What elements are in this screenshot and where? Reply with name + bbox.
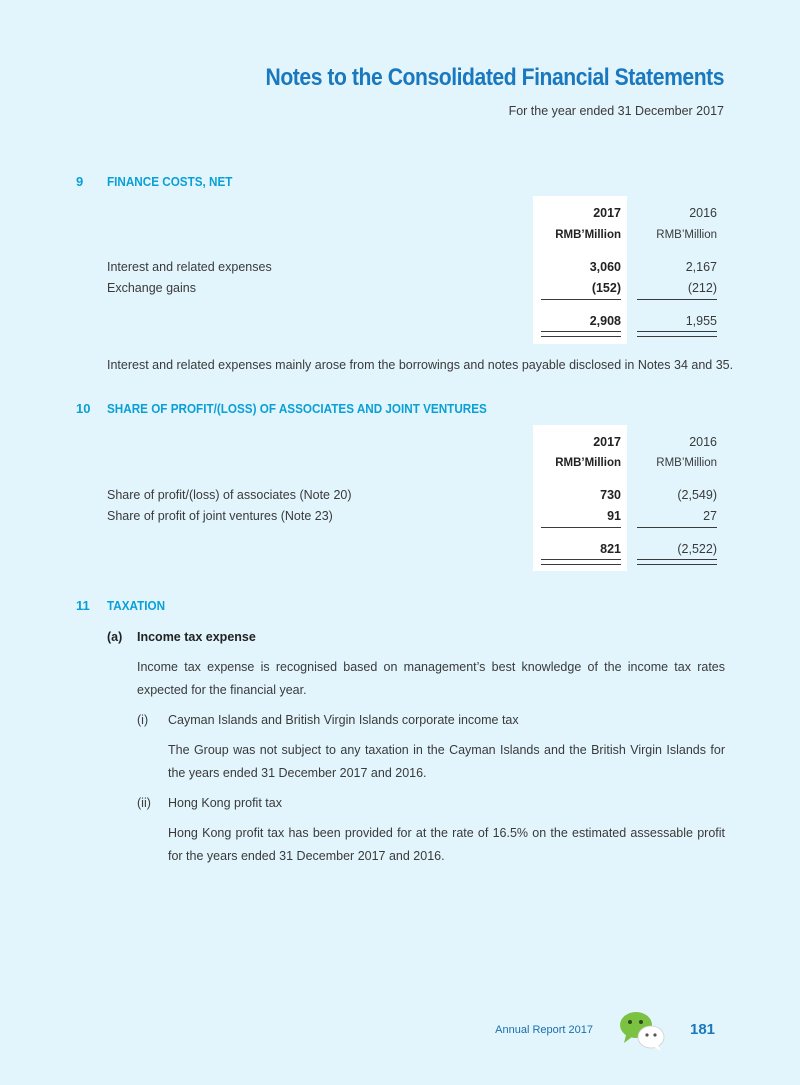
subtotal-rule-2017 [541, 527, 621, 528]
total-double-rule-2016 [637, 331, 717, 337]
total-double-rule-2017 [541, 559, 621, 565]
item-ii-title: Hong Kong profit tax [168, 796, 282, 810]
section-9-row-label: Exchange gains [107, 281, 196, 295]
section-10-total-2017: 821 [600, 542, 621, 556]
section-10-row-value-2016: 27 [703, 509, 717, 523]
section-10-total-2016: (2,522) [677, 542, 717, 556]
section-9-note: Interest and related expenses mainly arose from the borrowings and notes payable disclosed in Notes 34 and 35. [107, 358, 734, 372]
section-10-col1-unit: RMB’Million [555, 457, 621, 469]
section-10-col1-year: 2017 [593, 435, 621, 449]
section-9-row-label: Interest and related expenses [107, 260, 272, 274]
item-i-text: The Group was not subject to any taxation in the Cayman Islands and the British Virgin Islands for the years ended 31 December 2017 and 2016. [168, 743, 725, 780]
item-ii-text: Hong Kong profit tax has been provided for at the rate of 16.5% on the estimated assessable profit for the years ended 31 December 2017 and 2016. [168, 826, 725, 863]
section-9-row-value-2016: 2,167 [685, 260, 717, 274]
item-ii-label: (ii) [137, 796, 151, 810]
section-10-row-value-2017: 91 [607, 509, 621, 523]
section-11-number: 11 [76, 598, 90, 613]
section-9-col1-unit: RMB’Million [555, 229, 621, 241]
section-9-total-2016: 1,955 [685, 314, 717, 328]
subsection-a-text: Income tax expense is recognised based on management’s best knowledge of the income tax rates expected for the financial year. [137, 660, 725, 697]
section-9-col1-year: 2017 [593, 206, 621, 220]
total-double-rule-2016 [637, 559, 717, 565]
page-subtitle: For the year ended 31 December 2017 [508, 104, 724, 118]
section-10-row-value-2017: 730 [600, 488, 621, 502]
section-9-total-2017: 2,908 [589, 314, 621, 328]
section-9-col2-year: 2016 [689, 206, 717, 220]
section-9-row-value-2016: (212) [687, 281, 717, 295]
subtotal-rule-2016 [637, 527, 717, 528]
total-double-rule-2017 [541, 331, 621, 337]
footer-report-label: Annual Report 2017 [495, 1024, 593, 1036]
subtotal-rule-2017 [541, 299, 621, 300]
section-9-title: FINANCE COSTS, NET [107, 174, 233, 189]
subsection-a-title: Income tax expense [137, 630, 256, 644]
section-9-row-value-2017: (152) [591, 281, 621, 295]
page-title: Notes to the Consolidated Financial Statements [265, 64, 724, 91]
section-10-number: 10 [76, 401, 91, 416]
subsection-a-label: (a) [107, 630, 123, 644]
item-i-title: Cayman Islands and British Virgin Islands corporate income tax [168, 713, 519, 727]
subtotal-rule-2016 [637, 299, 717, 300]
wechat-logo-icon [616, 1008, 668, 1052]
section-9-row-value-2017: 3,060 [589, 260, 621, 274]
section-10-title: SHARE OF PROFIT/(LOSS) OF ASSOCIATES AND JOINT VENTURES [107, 401, 487, 416]
section-11-title: TAXATION [107, 598, 166, 613]
section-10-row-value-2016: (2,549) [677, 488, 717, 502]
page-number: 181 [690, 1021, 716, 1038]
section-9-number: 9 [76, 174, 84, 189]
item-i-label: (i) [137, 713, 149, 727]
section-10-col2-unit: RMB’Million [656, 457, 717, 469]
section-9-col2-unit: RMB’Million [656, 229, 717, 241]
section-10-row-label: Share of profit of joint ventures (Note 23) [107, 509, 333, 523]
section-10-row-label: Share of profit/(loss) of associates (Note 20) [107, 488, 352, 502]
section-10-col2-year: 2016 [689, 435, 717, 449]
